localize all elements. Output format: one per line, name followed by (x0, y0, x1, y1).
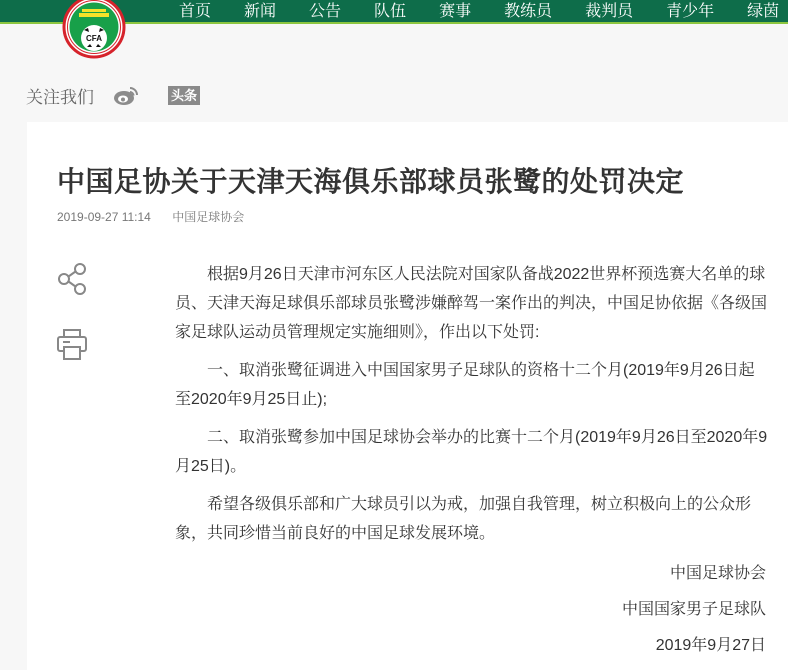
article-card (27, 122, 788, 670)
article-paragraph: 二、取消张鹭参加中国足球协会举办的比赛十二个月(2019年9月26日至2020年9月25日)。 (175, 429, 768, 475)
article-signature (622, 556, 766, 664)
nav-item-announcements[interactable]: 公告 (309, 3, 342, 20)
article-tools (55, 262, 89, 362)
follow-us (26, 84, 200, 106)
svg-text:CFA: CFA (86, 34, 102, 43)
article-meta (57, 208, 244, 225)
article-title: 中国足协关于天津天海俱乐部球员张鹭的处罚决定 (57, 166, 685, 197)
signature-team: 中国国家男子足球队 (621, 601, 766, 618)
nav-item-youth[interactable]: 青少年 (666, 3, 715, 20)
article-paragraph: 根据9月26日天津市河东区人民法院对国家队备战2022世界杯预选赛大名单的球员、天津天海足球俱乐部球员张鹭涉嫌醉驾一案作出的判决，中国足协依据《各级国家足球队运动员管理规定实施细则》，作出以下处罚: (175, 266, 768, 341)
nav-item-referees[interactable]: 裁判员 (585, 3, 634, 20)
nav-item-competitions[interactable]: 赛事 (439, 3, 472, 20)
nav-item-news[interactable]: 新闻 (244, 3, 277, 20)
cfa-logo[interactable] (62, 0, 126, 59)
toutiao-icon[interactable]: 头条 (168, 86, 200, 105)
article-paragraph: 一、取消张鹭征调进入中国国家男子足球队的资格十二个月(2019年9月26日起至2020年9月25日止); (175, 362, 755, 408)
article-datetime: 2019-09-27 11:14 (57, 210, 151, 224)
signature-date: 2019年9月27日 (655, 637, 766, 654)
nav-item-teams[interactable]: 队伍 (374, 3, 407, 20)
article-body (175, 260, 770, 557)
share-icon[interactable] (55, 262, 89, 296)
article-paragraph: 希望各级俱乐部和广大球员引以为戒，加强自我管理，树立积极向上的公众形象，共同珍惜当前良好的中国足球发展环境。 (175, 496, 752, 542)
main-nav (179, 0, 788, 24)
nav-item-coaches[interactable]: 教练员 (504, 3, 553, 20)
nav-item-home[interactable]: 首页 (179, 3, 212, 20)
weibo-icon[interactable] (112, 84, 140, 106)
follow-us-label: 关注我们 (26, 87, 94, 107)
article-source: 中国足球协会 (172, 210, 245, 224)
print-icon[interactable] (55, 328, 89, 362)
signature-org: 中国足球协会 (669, 565, 766, 582)
nav-item-grassroots[interactable]: 绿茵 (747, 3, 780, 20)
